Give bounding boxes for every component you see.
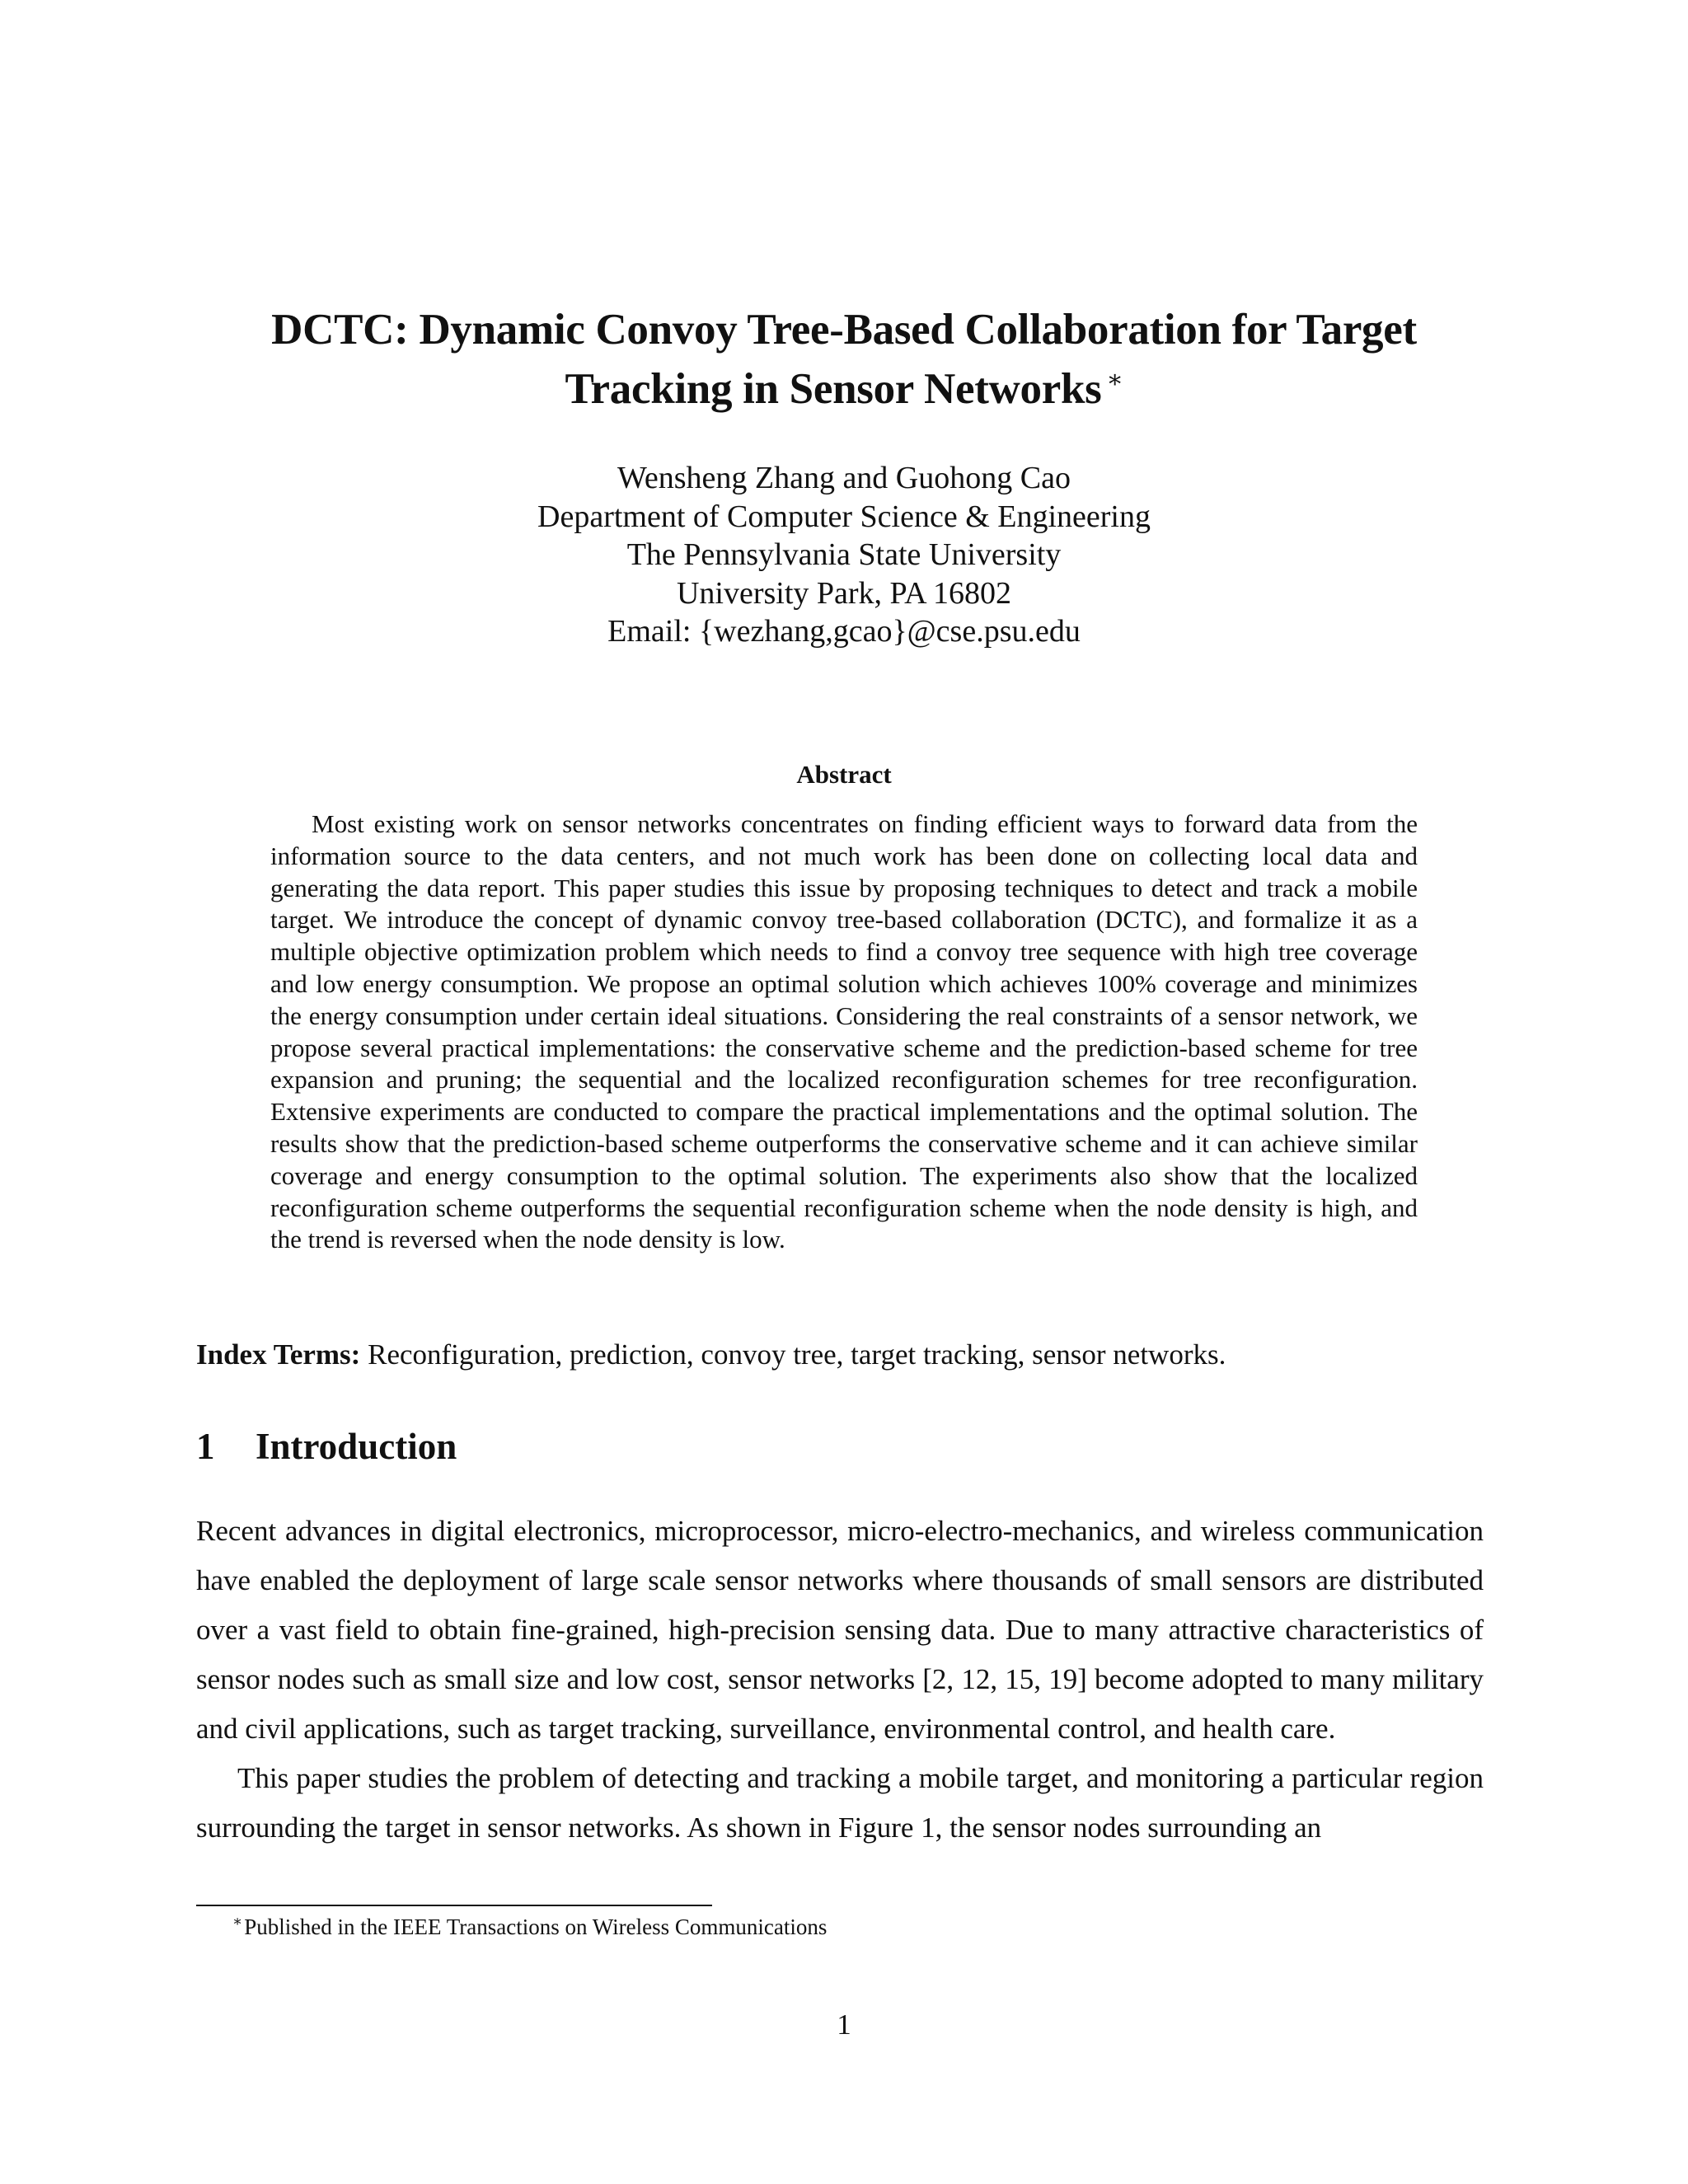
intro-paragraph-2: This paper studies the problem of detecting and tracking a mobile target, and monitoring a particular region surrounding the target in sensor networks. As shown in Figure 1, the sensor nodes surrounding an <box>196 1762 1484 1844</box>
intro-paragraph-1: Recent advances in digital electronics, microprocessor, micro-electro-mechanics, and wireless communication have enabled the deployment of large scale sensor networks where thousands of small sensors are distributed over a vast field to obtain fine-grained, high-precision sensing data. Due to many attractive characteristics of sensor nodes such as small size and low cost, sensor networks [2, 12, 15, 19] become adopted to many military and civil applications, such as target tracking, surveillance, environmental control, and health care. <box>196 1515 1484 1745</box>
author-address: University Park, PA 16802 <box>676 575 1012 611</box>
title-footnote-mark: ∗ <box>1106 366 1123 394</box>
paper-title <box>165 300 1523 419</box>
index-terms <box>196 1337 1492 1373</box>
title-line-2 <box>165 359 1523 419</box>
author-department: Department of Computer Science & Engineering <box>537 499 1151 534</box>
author-email: Email: {wezhang,gcao}@cse.psu.edu <box>607 614 1081 649</box>
abstract-heading: Abstract <box>796 760 892 789</box>
page-number: 1 <box>837 2008 851 2041</box>
footnote-mark: ∗ <box>232 1913 243 1929</box>
author-university: The Pennsylvania State University <box>626 537 1062 572</box>
author-block <box>247 459 1441 651</box>
abstract-text: Most existing work on sensor networks concentrates on finding efficient ways to forward data from the information source to the data centers, and not much work has been done on collecting local data and generating the data report. This paper studies this issue by proposing techniques to detect and track a mobile target. We introduce the concept of dynamic convoy tree-based collaboration (DCTC), and formalize it as a multiple objective optimization problem which needs to find a convoy tree sequence with high tree coverage and low energy consumption. We propose an optimal solution which achieves 100% coverage and minimizes the energy consumption under certain ideal situations. Considering the real constraints of a sensor network, we propose several practical implementations: the conservative scheme and the prediction-based scheme for tree expansion and pruning; the sequential and the localized reconfiguration schemes for tree reconfiguration. Extensive experiments are conducted to compare the practical implementations and the optimal solution. The results show that the prediction-based scheme outperforms the conservative scheme and it can achieve similar coverage and energy consumption to the optimal solution. The experiments also show that the localized reconfiguration scheme outperforms the sequential reconfiguration scheme when the node density is high, and the trend is reversed when the node density is low. <box>270 809 1418 1254</box>
footnote-divider <box>196 1905 712 1906</box>
author-names: Wensheng Zhang and Guohong Cao <box>617 461 1071 495</box>
section-number: 1 <box>196 1426 215 1467</box>
section-heading-introduction <box>196 1423 457 1469</box>
title-line-1: DCTC: Dynamic Convoy Tree-Based Collaboration for Target <box>271 306 1417 354</box>
footnote-text: Published in the IEEE Transactions on Wireless Communications <box>244 1915 828 1939</box>
title-line-2-text: Tracking in Sensor Networks <box>565 365 1102 413</box>
index-terms-text: Reconfiguration, prediction, convoy tree, target tracking, sensor networks. <box>360 1338 1226 1371</box>
introduction-body <box>196 1507 1484 1853</box>
footnote <box>232 1912 827 1942</box>
section-title: Introduction <box>256 1426 457 1467</box>
index-terms-label: Index Terms: <box>196 1338 361 1371</box>
